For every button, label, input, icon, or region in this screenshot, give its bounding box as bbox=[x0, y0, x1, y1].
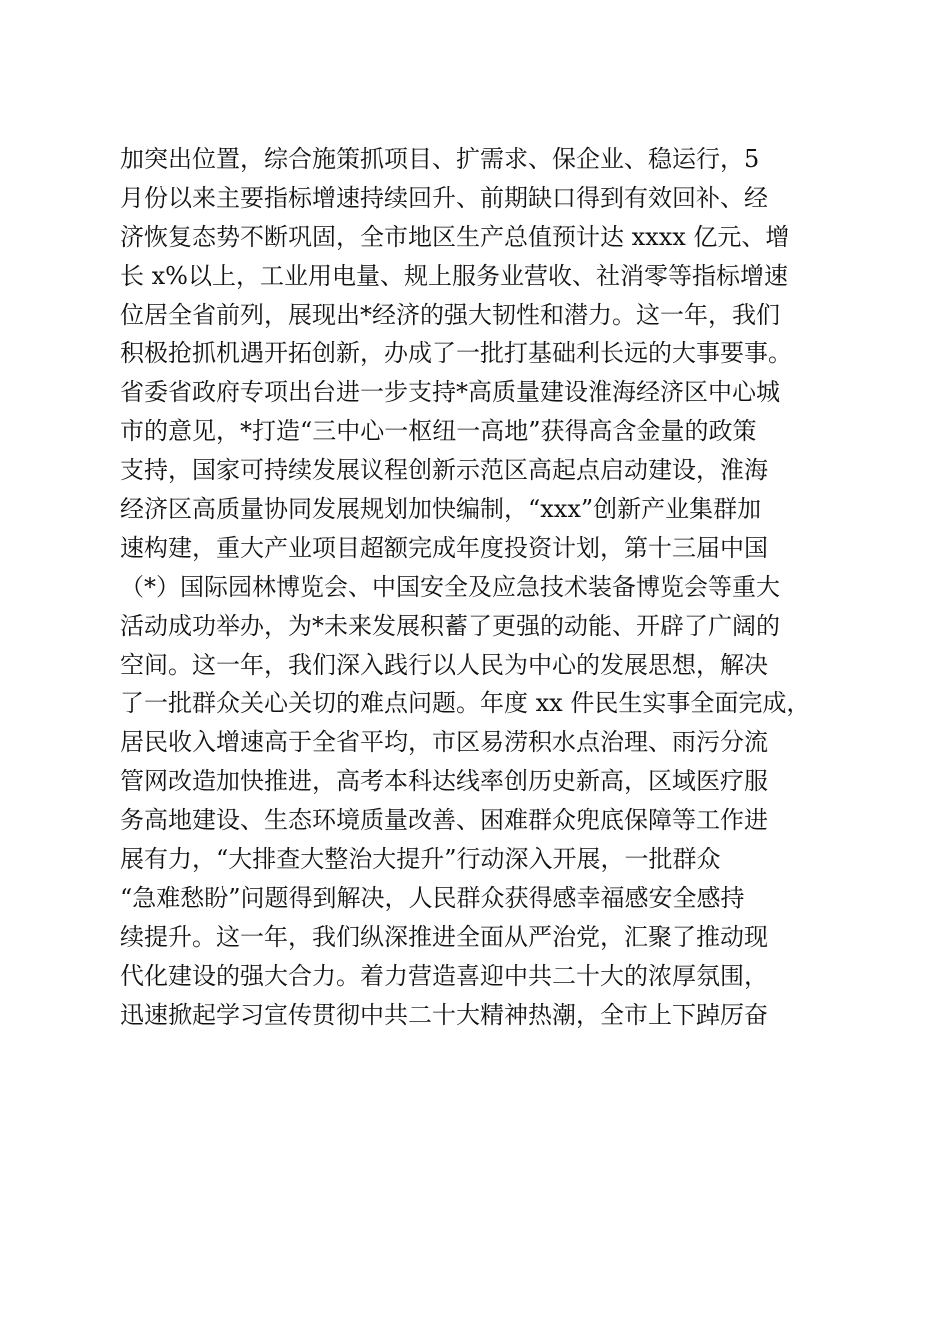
text-line: 速构建，重大产业项目超额完成年度投资计划，第十三届中国 bbox=[120, 533, 768, 562]
text-line: 活动成功举办，为*未来发展积蓄了更强的动能、开辟了广阔的 bbox=[120, 611, 780, 640]
text-line: 展有力，“大排查大整治大提升”行动深入开展，一批群众 bbox=[120, 845, 721, 874]
text-line: 居民收入增速高于全省平均，市区易涝积水点治理、雨污分流 bbox=[120, 728, 768, 757]
text-line: 积极抢抓机遇开拓创新，办成了一批打基础利长远的大事要事。 bbox=[120, 339, 792, 368]
text-line: 迅速掀起学习宣传贯彻中共二十大精神热潮，全市上下踔厉奋 bbox=[120, 1000, 768, 1029]
text-line: 长 x%以上，工业用电量、规上服务业营收、社消零等指标增速 bbox=[120, 261, 788, 290]
text-line: 省委省政府专项出台进一步支持*高质量建设淮海经济区中心城 bbox=[120, 378, 780, 407]
text-line: 了一批群众关心关切的难点问题。年度 xx 件民生实事全面完成， bbox=[120, 689, 811, 718]
text-line: 空间。这一年，我们深入践行以人民为中心的发展思想，解决 bbox=[120, 650, 768, 679]
text-line: 月份以来主要指标增速持续回升、前期缺口得到有效回补、经 bbox=[120, 183, 768, 212]
text-line: 务高地建设、生态环境质量改善、困难群众兜底保障等工作进 bbox=[120, 806, 768, 835]
text-line: 管网改造加快推进，高考本科达线率创历史新高，区域医疗服 bbox=[120, 767, 768, 796]
text-line: 经济区高质量协同发展规划加快编制，“xxx”创新产业集群加 bbox=[120, 495, 762, 524]
text-line: 位居全省前列，展现出*经济的强大韧性和潜力。这一年，我们 bbox=[120, 300, 780, 329]
text-line: 济恢复态势不断巩固，全市地区生产总值预计达 xxxx 亿元、增 bbox=[120, 222, 790, 251]
text-line: 加突出位置，综合施策抓项目、扩需求、保企业、稳运行，5 bbox=[120, 145, 760, 173]
text-line: （*）国际园林博览会、中国安全及应急技术装备博览会等重大 bbox=[120, 572, 780, 601]
body-paragraph bbox=[120, 140, 840, 1034]
text-line: “急难愁盼”问题得到解决，人民群众获得感幸福感安全感持 bbox=[120, 883, 745, 912]
text-line: 代化建设的强大合力。着力营造喜迎中共二十大的浓厚氛围， bbox=[120, 961, 768, 990]
text-line: 支持，国家可持续发展议程创新示范区高起点启动建设，淮海 bbox=[120, 456, 768, 485]
text-line: 市的意见，*打造“三中心一枢纽一高地”获得高含金量的政策 bbox=[120, 417, 757, 446]
text-line: 续提升。这一年，我们纵深推进全面从严治党，汇聚了推动现 bbox=[120, 922, 768, 951]
